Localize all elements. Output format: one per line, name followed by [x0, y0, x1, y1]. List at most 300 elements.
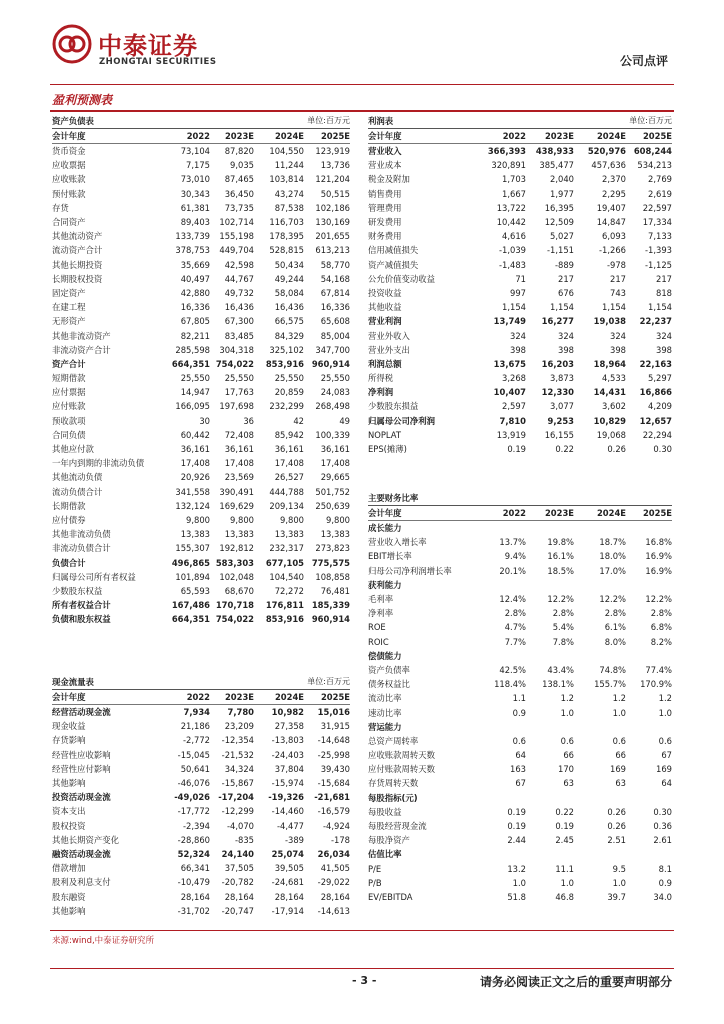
cell-value: -13,803	[271, 735, 304, 746]
cell-value: 444,788	[269, 486, 304, 497]
cell-value: 4,616	[502, 231, 526, 242]
table-row	[368, 286, 672, 300]
cell-value: 13,736	[320, 160, 350, 171]
header-divider	[50, 84, 674, 85]
cell-value: 0.6	[512, 735, 526, 746]
cell-value: 0.9	[512, 707, 526, 718]
cell-value: 20,859	[274, 387, 304, 398]
cell-value: 496,865	[171, 557, 210, 568]
cell-value: 102,048	[219, 571, 254, 582]
table-row	[368, 890, 672, 904]
row-label: 销售费用	[368, 188, 402, 199]
cell-value: 19,068	[596, 429, 626, 440]
table-row	[52, 470, 350, 484]
table-row	[52, 300, 350, 314]
cell-value: 138.1%	[542, 679, 574, 690]
row-label: 资产负债率	[368, 664, 410, 675]
cell-value: 677,105	[265, 557, 304, 568]
cell-value: 17,763	[224, 387, 254, 398]
row-label: 总资产周转率	[368, 735, 419, 746]
table-row	[52, 804, 350, 818]
table-row	[52, 258, 350, 272]
table-row	[368, 776, 672, 790]
cell-value: 0.6	[658, 735, 672, 746]
row-label: 经营性应付影响	[52, 763, 111, 774]
cell-value: 155,198	[219, 231, 254, 242]
cell-value: 398	[610, 344, 626, 355]
cell-value: 960,914	[311, 358, 350, 369]
row-label: 其他应付款	[52, 444, 94, 455]
cell-value: -1,393	[645, 245, 672, 256]
row-label: EPS(摊薄)	[368, 444, 407, 455]
cell-value: 26,527	[274, 472, 304, 483]
cell-value: 73,735	[224, 202, 254, 213]
cell-value: 2023E	[224, 131, 254, 141]
cell-value: 2.51	[607, 835, 626, 846]
cell-value: 324	[510, 330, 526, 341]
cell-value: -14,613	[317, 905, 350, 916]
cell-value: 50,515	[320, 188, 350, 199]
cell-value: 2025E	[320, 692, 350, 702]
cell-value: 18,964	[593, 358, 626, 369]
cell-value: 12,330	[541, 387, 574, 398]
row-label: 利润总额	[368, 358, 402, 369]
cell-value: 52,324	[177, 848, 210, 859]
cell-value: 2.8%	[604, 608, 626, 619]
cell-value: 1.0	[560, 877, 574, 888]
cell-value: 390,491	[219, 486, 254, 497]
cell-value: 8.0%	[604, 636, 626, 647]
row-label: 负债合计	[52, 557, 86, 568]
row-label: 归母公司净利润增长率	[368, 565, 452, 576]
cell-value: -4,924	[323, 820, 350, 831]
row-label: 应付账款	[52, 401, 86, 412]
cell-value: 2.61	[653, 835, 672, 846]
row-label: 公允价值变动收益	[368, 273, 435, 284]
table-row	[368, 521, 672, 535]
table-row	[52, 314, 350, 328]
cell-value: 2024E	[596, 131, 626, 141]
cell-value: 85,004	[320, 330, 350, 341]
cell-value: 1.0	[612, 877, 626, 888]
cell-value: 46.8	[555, 891, 574, 902]
cell-value: 170	[558, 764, 574, 775]
cell-value: -1,151	[547, 245, 574, 256]
cell-value: 304,318	[219, 344, 254, 355]
cell-value: 501,752	[315, 486, 350, 497]
cell-value: 155,307	[175, 543, 210, 554]
cell-value: 54,168	[320, 273, 350, 284]
row-label: 应付债券	[52, 514, 86, 525]
table-row	[52, 861, 350, 875]
cell-value: 2024E	[274, 692, 304, 702]
cell-value: 324	[656, 330, 672, 341]
cell-value: -28,860	[177, 834, 210, 845]
cell-value: 754,022	[215, 358, 254, 369]
cell-value: 0.26	[607, 821, 626, 832]
cell-value: 169	[610, 764, 626, 775]
row-label: 资产合计	[52, 358, 86, 369]
row-label: 应付账款周转天数	[368, 764, 435, 775]
cell-value: 108,858	[315, 571, 350, 582]
cell-value: 28,164	[274, 891, 304, 902]
column-header-row	[52, 129, 350, 144]
cashflow-table	[52, 674, 350, 918]
cell-value: 385,477	[539, 160, 574, 171]
cell-value: 1.0	[612, 707, 626, 718]
table-row	[368, 314, 672, 328]
row-label: 其他非流动资产	[52, 330, 111, 341]
row-label: 营业外支出	[368, 344, 410, 355]
cell-value: 9,800	[230, 514, 254, 525]
cell-value: 121,204	[315, 174, 350, 185]
cell-value: 664,351	[171, 358, 210, 369]
cell-value: 39.7	[607, 891, 626, 902]
cell-value: 438,933	[535, 146, 574, 157]
cell-value: 2022	[502, 508, 526, 518]
cell-value: 0.22	[555, 444, 574, 455]
cell-value: 10,442	[496, 217, 526, 228]
cell-value: 0.19	[507, 444, 526, 455]
cell-value: -15,684	[317, 778, 350, 789]
row-label: 流动比率	[368, 693, 402, 704]
cell-value: 63	[615, 778, 626, 789]
cell-value: -25,998	[317, 749, 350, 760]
cell-value: 0.19	[507, 821, 526, 832]
table-row	[52, 762, 350, 776]
cell-value: 2025E	[642, 131, 672, 141]
table-row	[368, 720, 672, 734]
cell-value: 104,550	[269, 146, 304, 157]
row-label: P/B	[368, 877, 382, 888]
table-title: 资产负债表	[52, 115, 94, 126]
cell-value: 2025E	[320, 131, 350, 141]
cell-value: 853,916	[265, 614, 304, 625]
cell-value: 39,430	[320, 763, 350, 774]
cell-value: 17,408	[224, 458, 254, 469]
cell-value: 15,016	[317, 707, 350, 718]
cell-value: 17,408	[320, 458, 350, 469]
table-row	[52, 776, 350, 790]
table-row	[52, 371, 350, 385]
cell-value: 0.36	[653, 821, 672, 832]
cell-value: 100,339	[315, 429, 350, 440]
row-label: 营运能力	[368, 721, 402, 732]
cell-value: 17,408	[274, 458, 304, 469]
table-row	[368, 343, 672, 357]
table-row	[52, 485, 350, 499]
document-type: 公司点评	[619, 54, 668, 68]
cell-value: 1.2	[560, 693, 574, 704]
cell-value: -389	[284, 834, 304, 845]
row-label: 短期借款	[52, 373, 86, 384]
cell-value: 58,770	[320, 259, 350, 270]
table-row	[368, 649, 672, 663]
cell-value: 16,155	[544, 429, 574, 440]
cell-value: 2023E	[224, 692, 254, 702]
cell-value: 366,393	[487, 146, 526, 157]
row-label: 合同资产	[52, 217, 86, 228]
cell-value: -16,579	[317, 806, 350, 817]
cell-value: -21,532	[221, 749, 254, 760]
cell-value: -2,394	[183, 820, 210, 831]
cell-value: 9,800	[326, 514, 350, 525]
cell-value: 155.7%	[594, 679, 626, 690]
table-row	[368, 606, 672, 620]
cell-value: 997	[510, 287, 526, 298]
cell-value: 170,718	[215, 600, 254, 611]
table-title-bar	[52, 113, 350, 129]
cell-value: 66,575	[274, 316, 304, 327]
cell-value: 16.1%	[547, 551, 574, 562]
cell-value: 5,297	[648, 373, 672, 384]
table-row	[52, 847, 350, 861]
cell-value: -21,681	[314, 792, 350, 803]
table-row	[52, 172, 350, 186]
cell-value: 19,038	[593, 316, 626, 327]
cell-value: 325,102	[269, 344, 304, 355]
table-row	[52, 733, 350, 747]
cell-value: 16.8%	[645, 537, 672, 548]
cell-value: 1,154	[502, 302, 526, 313]
cell-value: 23,209	[224, 721, 254, 732]
cell-value: 6.1%	[604, 622, 626, 633]
cell-value: 20,926	[180, 472, 210, 483]
cell-value: 324	[610, 330, 626, 341]
cell-value: 775,575	[311, 557, 350, 568]
footer-divider	[50, 968, 674, 969]
cell-value: 116,703	[269, 217, 304, 228]
cell-value: -24,403	[271, 749, 304, 760]
row-label: 税金及附加	[368, 174, 410, 185]
cell-value: 12.4%	[499, 594, 526, 605]
cell-value: 8.1	[658, 863, 672, 874]
table-row	[368, 385, 672, 399]
cell-value: 449,704	[219, 245, 254, 256]
row-label: ROIC	[368, 636, 389, 647]
cell-value: -4,070	[227, 820, 254, 831]
table-row	[368, 144, 672, 158]
cell-value: 51.8	[507, 891, 526, 902]
cell-value: 1.0	[658, 707, 672, 718]
table-row	[52, 243, 350, 257]
cell-value: 36,161	[320, 444, 350, 455]
cell-value: 7,810	[499, 415, 526, 426]
table-row	[368, 201, 672, 215]
row-label: 长期借款	[52, 500, 86, 511]
row-label: 少数股东权益	[52, 585, 103, 596]
page-number: - 3 -	[352, 974, 377, 987]
cell-value: 398	[558, 344, 574, 355]
cell-value: -17,204	[218, 792, 254, 803]
table-row	[52, 833, 350, 847]
row-label: 其他影响	[52, 778, 86, 789]
cell-value: 217	[558, 273, 574, 284]
row-label: 其他收益	[368, 302, 402, 313]
cell-value: 12,657	[639, 415, 672, 426]
cell-value: 534,213	[637, 160, 672, 171]
cell-value: 2022	[186, 692, 210, 702]
cell-value: 201,655	[315, 231, 350, 242]
cell-value: 43,274	[274, 188, 304, 199]
cell-value: 7.7%	[504, 636, 526, 647]
cell-value: 1,154	[648, 302, 672, 313]
cell-value: 60,442	[180, 429, 210, 440]
cell-value: 30	[199, 415, 210, 426]
cell-value: 28,164	[180, 891, 210, 902]
cell-value: 7,780	[227, 707, 254, 718]
table-row	[368, 187, 672, 201]
cell-value: 166,095	[175, 401, 210, 412]
row-label: 借款增加	[52, 863, 86, 874]
cell-value: 58,084	[274, 287, 304, 298]
row-label: 流动资产合计	[52, 245, 103, 256]
cell-value: 84,329	[274, 330, 304, 341]
row-label: 存货影响	[52, 735, 86, 746]
cell-value: 163	[510, 764, 526, 775]
cell-value: 67	[661, 750, 672, 761]
row-label: 存货	[52, 202, 69, 213]
cell-value: 13,722	[496, 202, 526, 213]
disclaimer-note: 请务必阅读正文之后的重要声明部分	[479, 975, 672, 989]
income-statement-table	[368, 113, 672, 456]
cell-value: 65,593	[180, 585, 210, 596]
financial-ratios-table	[368, 490, 672, 904]
cell-value: 37,505	[224, 863, 254, 874]
cell-value: -20,747	[221, 905, 254, 916]
cell-value: 2022	[502, 131, 526, 141]
cell-value: 12.2%	[547, 594, 574, 605]
row-label: 信用减值损失	[368, 245, 419, 256]
cell-value: 49,244	[274, 273, 304, 284]
table-row	[368, 258, 672, 272]
cell-value: 232,299	[269, 401, 304, 412]
row-label: 其他非流动负债	[52, 529, 111, 540]
cell-value: 26,034	[317, 848, 350, 859]
cell-value: 676	[558, 287, 574, 298]
cell-value: 1,154	[550, 302, 574, 313]
cell-value: 118.4%	[494, 679, 526, 690]
table-row	[368, 272, 672, 286]
zhongtai-logo-icon	[52, 24, 92, 64]
table-row	[368, 300, 672, 314]
cell-value: 960,914	[311, 614, 350, 625]
table-row	[368, 819, 672, 833]
table-row	[368, 620, 672, 634]
cell-value: 457,636	[591, 160, 626, 171]
cell-value: 34,324	[224, 763, 254, 774]
cell-value: -14,648	[317, 735, 350, 746]
cell-value: 9,800	[186, 514, 210, 525]
cell-value: 13,383	[274, 529, 304, 540]
cell-value: 167,486	[171, 600, 210, 611]
cell-value: 176,811	[265, 600, 304, 611]
row-label: 会计年度	[52, 131, 86, 141]
cell-value: -29,022	[317, 877, 350, 888]
cell-value: 14,947	[180, 387, 210, 398]
cell-value: 13,919	[496, 429, 526, 440]
cell-value: 11,244	[274, 160, 304, 171]
table-row	[368, 578, 672, 592]
table-row	[52, 215, 350, 229]
cell-value: 10,982	[271, 707, 304, 718]
cell-value: -12,354	[221, 735, 254, 746]
row-label: 每股经营现金流	[368, 821, 427, 832]
table-row	[52, 889, 350, 903]
table-row	[368, 805, 672, 819]
cell-value: 16,866	[639, 387, 672, 398]
table-row	[52, 187, 350, 201]
row-label: 投资收益	[368, 287, 402, 298]
cell-value: 13,675	[493, 358, 526, 369]
table-row	[52, 819, 350, 833]
row-label: 股东融资	[52, 891, 86, 902]
table-title: 现金流量表	[52, 676, 94, 687]
cell-value: 3,077	[550, 401, 574, 412]
cell-value: 0.19	[555, 821, 574, 832]
cell-value: 2,619	[648, 188, 672, 199]
table-row	[368, 442, 672, 456]
cell-value: 16.9%	[645, 551, 672, 562]
cell-value: 82,211	[180, 330, 210, 341]
cell-value: 169	[656, 764, 672, 775]
cell-value: -15,045	[177, 749, 210, 760]
cell-value: 36,161	[180, 444, 210, 455]
cell-value: 528,815	[269, 245, 304, 256]
table-row	[52, 399, 350, 413]
cell-value: 0.26	[607, 806, 626, 817]
cell-value: -2,772	[183, 735, 210, 746]
cell-value: 21,186	[180, 721, 210, 732]
cell-value: 104,540	[269, 571, 304, 582]
cell-value: 2.8%	[552, 608, 574, 619]
row-label: 股利及利息支付	[52, 877, 111, 888]
cell-value: 7,934	[183, 707, 210, 718]
row-label: 研发费用	[368, 217, 402, 228]
row-label: 投资活动现金流	[52, 792, 111, 803]
cell-value: 61,381	[180, 202, 210, 213]
cell-value: 19.8%	[547, 537, 574, 548]
cell-value: 67	[515, 778, 526, 789]
cell-value: 0.9	[658, 877, 672, 888]
cell-value: 16,436	[274, 302, 304, 313]
row-label: 应付票据	[52, 387, 86, 398]
cell-value: 13,383	[180, 529, 210, 540]
table-row	[52, 158, 350, 172]
cell-value: 22,294	[642, 429, 672, 440]
cell-value: 24,083	[320, 387, 350, 398]
row-label: 应收账款	[52, 174, 86, 185]
cell-value: 16.9%	[645, 565, 672, 576]
table-row	[52, 555, 350, 569]
cell-value: 1.2	[612, 693, 626, 704]
cell-value: 19,407	[596, 202, 626, 213]
row-label: 长期股权投资	[52, 273, 103, 284]
cell-value: 17,334	[642, 217, 672, 228]
cell-value: 83,485	[224, 330, 254, 341]
cell-value: 13,383	[320, 529, 350, 540]
cell-value: 30,343	[180, 188, 210, 199]
cell-value: 44,767	[224, 273, 254, 284]
table-row	[52, 428, 350, 442]
cell-value: 347,700	[315, 344, 350, 355]
cell-value: 1.0	[560, 707, 574, 718]
cell-value: 250,639	[315, 500, 350, 511]
cell-value: 102,186	[315, 202, 350, 213]
table-row	[368, 592, 672, 606]
cell-value: 36	[243, 415, 254, 426]
cell-value: 72,408	[224, 429, 254, 440]
